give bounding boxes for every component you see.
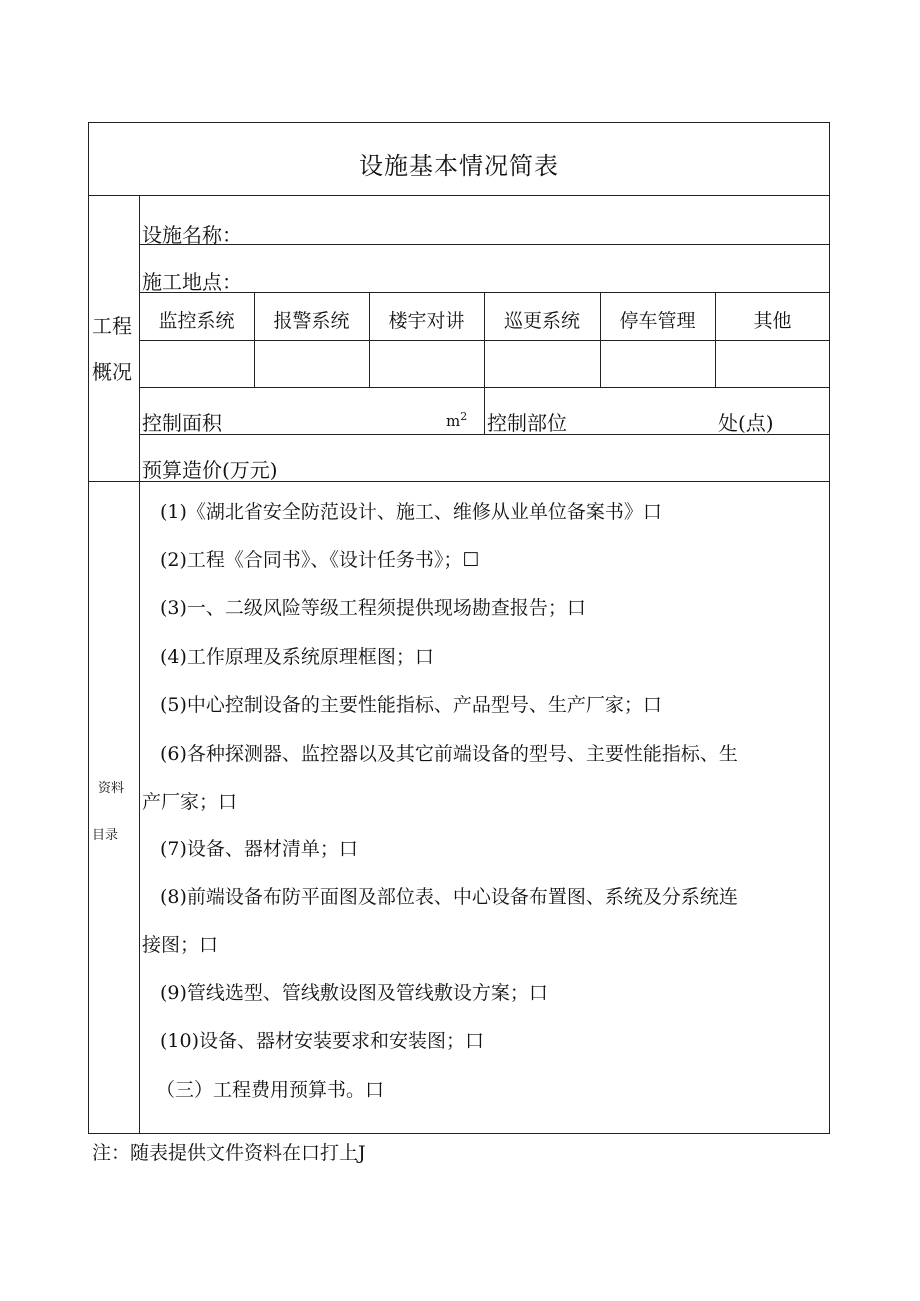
system-alarm: 报警系统 xyxy=(273,310,350,332)
control-area-unit-base: m xyxy=(446,412,461,430)
control-area-label: 控制面积 xyxy=(142,411,222,435)
document-item-10: (10)设备、器材安装要求和安装图；口 xyxy=(160,1030,485,1052)
system-patrol: 巡更系统 xyxy=(503,310,580,332)
control-area-unit-exponent: 2 xyxy=(460,410,468,423)
project-overview-label-line1: 工程 xyxy=(92,314,132,338)
document-item-6: (6)各种探测器、监控器以及其它前端设备的型号、主要性能指标、生 xyxy=(160,743,738,765)
control-position-label: 控制部位 xyxy=(487,411,567,435)
document-item-1: (1)《湖北省安全防范设计、施工、维修从业单位备案书》口 xyxy=(160,501,662,523)
document-item-9: (9)管线选型、管线敷设图及管线敷设方案；口 xyxy=(160,982,548,1004)
document-item-7: (7)设备、器材清单；口 xyxy=(160,838,358,860)
system-intercom: 楼宇对讲 xyxy=(388,310,465,332)
footer-note: 注：随表提供文件资料在口打上J xyxy=(92,1142,366,1164)
document-item-8: (8)前端设备布防平面图及部位表、中心设备布置图、系统及分系统连 xyxy=(160,886,738,908)
construction-site-label: 施工地点： xyxy=(142,270,242,294)
label-column-divider xyxy=(139,195,140,1134)
facility-name-label: 设施名称： xyxy=(142,223,242,247)
documents-label-line2: 目录 xyxy=(92,828,119,843)
document-item-4: (4)工作原理及系统原理框图；口 xyxy=(160,646,434,668)
document-item-3: (3)一、二级风险等级工程须提供现场勘查报告；口 xyxy=(160,597,586,619)
project-overview-label-line2: 概况 xyxy=(92,360,132,384)
document-item-6-continued: 产厂家；口 xyxy=(142,791,238,813)
documents-label-line1: 资料 xyxy=(98,781,125,796)
document-item-8-continued: 接图；口 xyxy=(142,934,219,956)
system-other: 其他 xyxy=(753,310,792,332)
control-area-unit xyxy=(446,412,467,430)
title-divider xyxy=(88,195,830,196)
control-position-unit: 处(点) xyxy=(718,411,774,435)
system-parking: 停车管理 xyxy=(619,310,696,332)
document-item-5: (5)中心控制设备的主要性能指标、产品型号、生产厂家；口 xyxy=(160,694,662,716)
budget-label: 预算造价(万元) xyxy=(142,458,278,482)
system-monitoring: 监控系统 xyxy=(158,310,235,332)
row-divider-name xyxy=(139,244,830,245)
form-title: 设施基本情况简表 xyxy=(359,152,559,180)
document-item-budget: （三）工程费用预算书。口 xyxy=(156,1079,385,1101)
document-item-2: (2)工程《合同书》、《设计任务书》；☐ xyxy=(160,549,480,571)
